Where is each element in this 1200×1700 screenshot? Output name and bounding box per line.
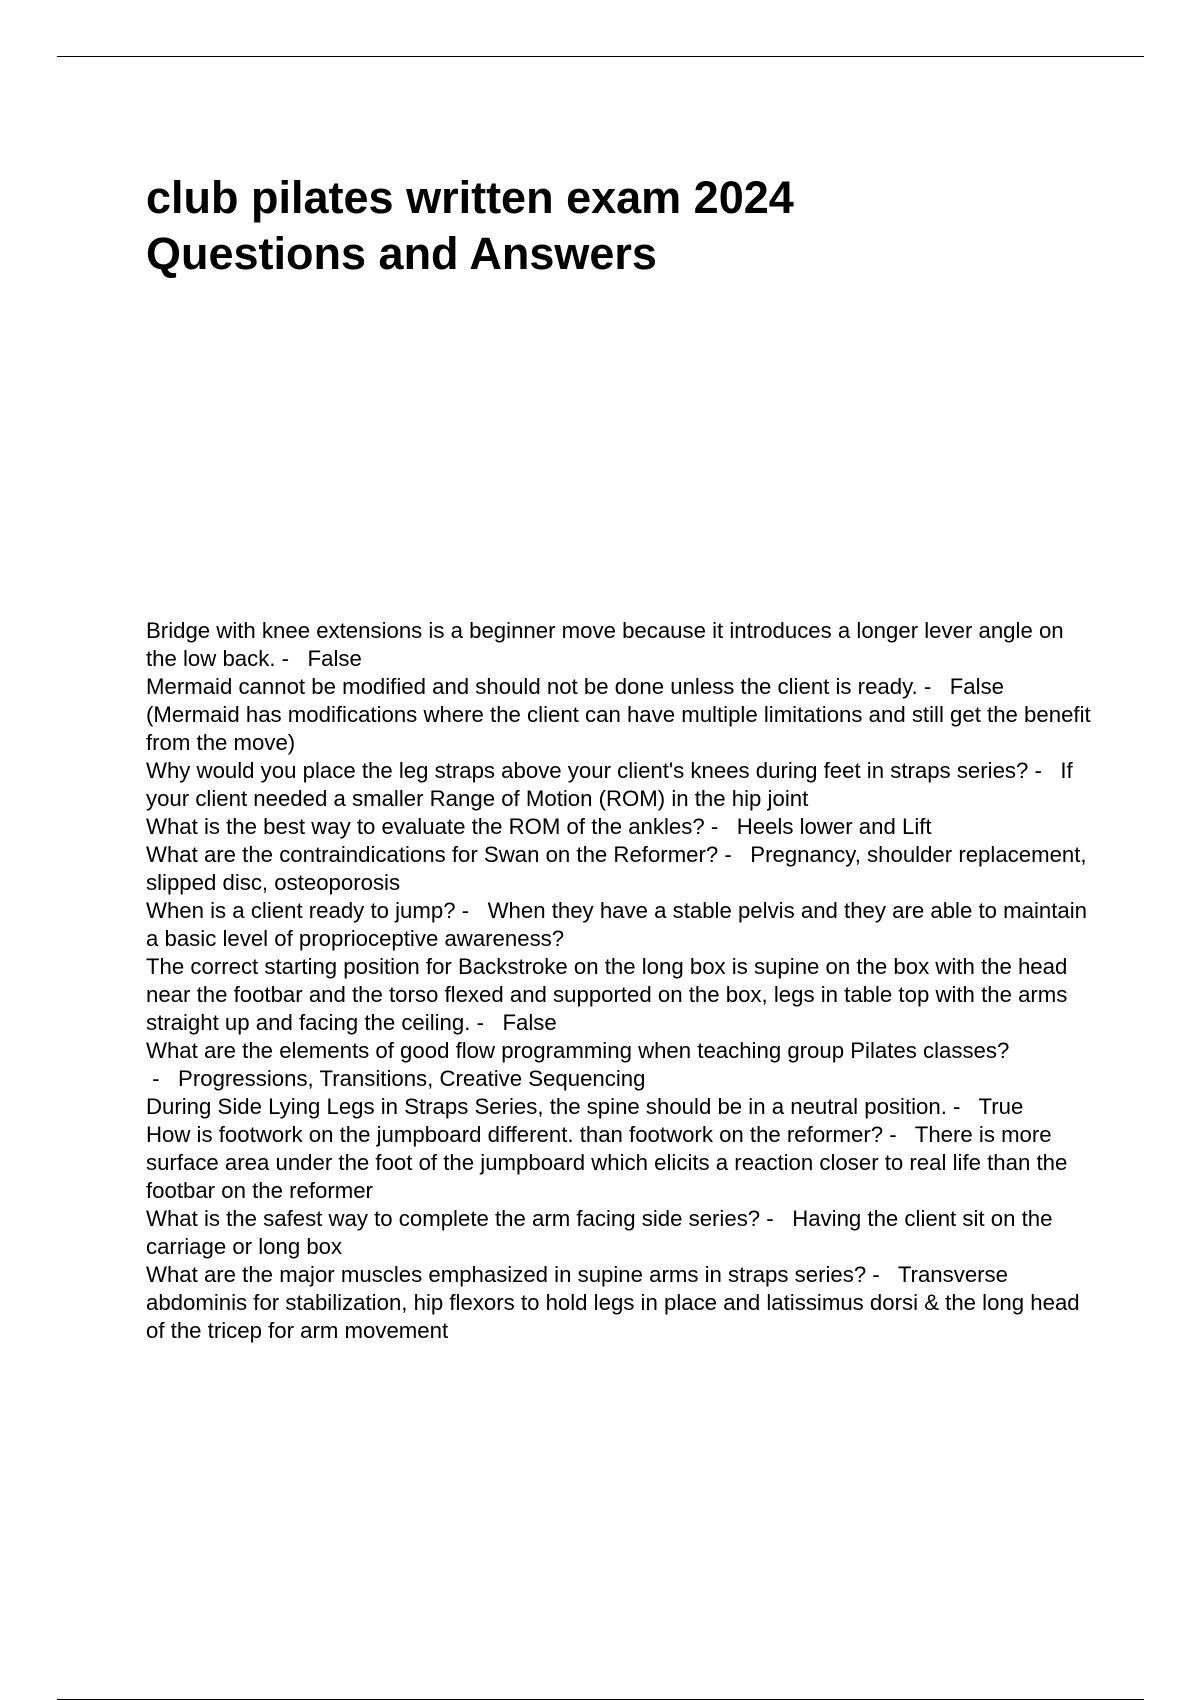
qa-separator: - (946, 1094, 979, 1119)
qa-item (146, 1205, 1096, 1261)
question-text: During Side Lying Legs in Straps Series, the spine should be in a neutral position. (146, 1094, 947, 1119)
question-text: Bridge with knee extensions is a beginner move because it introduces a longer lever angle on the low back. (146, 618, 1064, 671)
qa-separator: - (760, 1206, 793, 1231)
question-text: What is the safest way to complete the arm facing side series? (146, 1206, 761, 1231)
qa-separator: - (470, 1010, 503, 1035)
question-text: The correct starting position for Backstroke on the long box is supine on the box with the head near the footbar and the torso flexed and supported on the box, legs in table top with the arms straight up and facing the ceiling. (146, 954, 1068, 1035)
question-text: How is footwork on the jumpboard different. than footwork on the reformer? (146, 1122, 884, 1147)
document-title (146, 170, 1096, 282)
title-line-2: Questions and Answers (146, 228, 657, 279)
answer-text: False (Mermaid has modifications where the client can have multiple limitations and still get the benefit from the move) (146, 674, 1091, 755)
answer-text: False (307, 646, 362, 671)
qa-item (146, 1037, 1096, 1093)
answer-text: True (978, 1094, 1024, 1119)
question-text: What are the major muscles emphasized in supine arms in straps series? (146, 1262, 867, 1287)
answer-text: False (502, 1010, 557, 1035)
qa-item (146, 1261, 1096, 1345)
qa-item (146, 813, 1096, 841)
answer-text: Heels lower and Lift (736, 814, 932, 839)
qa-item (146, 757, 1096, 813)
answer-text: If your client needed a smaller Range of Motion (ROM) in the hip joint (146, 758, 1073, 811)
qa-item (146, 897, 1096, 953)
question-text: What are the contraindications for Swan on the Reformer? (146, 842, 719, 867)
question-text: Mermaid cannot be modified and should not be done unless the client is ready. (146, 674, 918, 699)
qa-item (146, 841, 1096, 897)
qa-list (146, 617, 1096, 1345)
qa-separator: - (275, 646, 308, 671)
answer-text: Transverse abdominis for stabilization, hip flexors to hold legs in place and latissimus dorsi & the long head of the tricep for arm movement (146, 1262, 1080, 1343)
qa-item (146, 617, 1096, 673)
answer-text: Pregnancy, shoulder replacement, slipped disc, osteoporosis (146, 842, 1087, 895)
title-line-1: club pilates written exam 2024 (146, 172, 794, 223)
qa-separator: - (146, 1066, 179, 1091)
question-text: What are the elements of good flow programming when teaching group Pilates classes? (146, 1038, 1010, 1063)
qa-item (146, 953, 1096, 1037)
answer-text: Having the client sit on the carriage or long box (146, 1206, 1053, 1259)
qa-separator: - (917, 674, 950, 699)
qa-item (146, 673, 1096, 757)
top-rule (57, 56, 1144, 57)
qa-separator: - (455, 898, 488, 923)
qa-separator: - (883, 1122, 915, 1147)
qa-separator: - (704, 814, 737, 839)
question-text: What is the best way to evaluate the ROM of the ankles? (146, 814, 705, 839)
qa-item (146, 1093, 1096, 1121)
qa-item (146, 1121, 1096, 1205)
qa-separator: - (1028, 758, 1061, 783)
answer-text: There is more surface area under the foot of the jumpboard which elicits a reaction closer to real life than the footbar on the reformer (146, 1122, 1068, 1203)
answer-text: When they have a stable pelvis and they are able to maintain a basic level of proprioceptive awareness? (146, 898, 1088, 951)
qa-separator: - (718, 842, 751, 867)
qa-separator: - (866, 1262, 898, 1287)
question-text: When is a client ready to jump? (146, 898, 456, 923)
answer-text: Progressions, Transitions, Creative Sequencing (178, 1066, 646, 1091)
question-text: Why would you place the leg straps above your client's knees during feet in straps series? (146, 758, 1029, 783)
